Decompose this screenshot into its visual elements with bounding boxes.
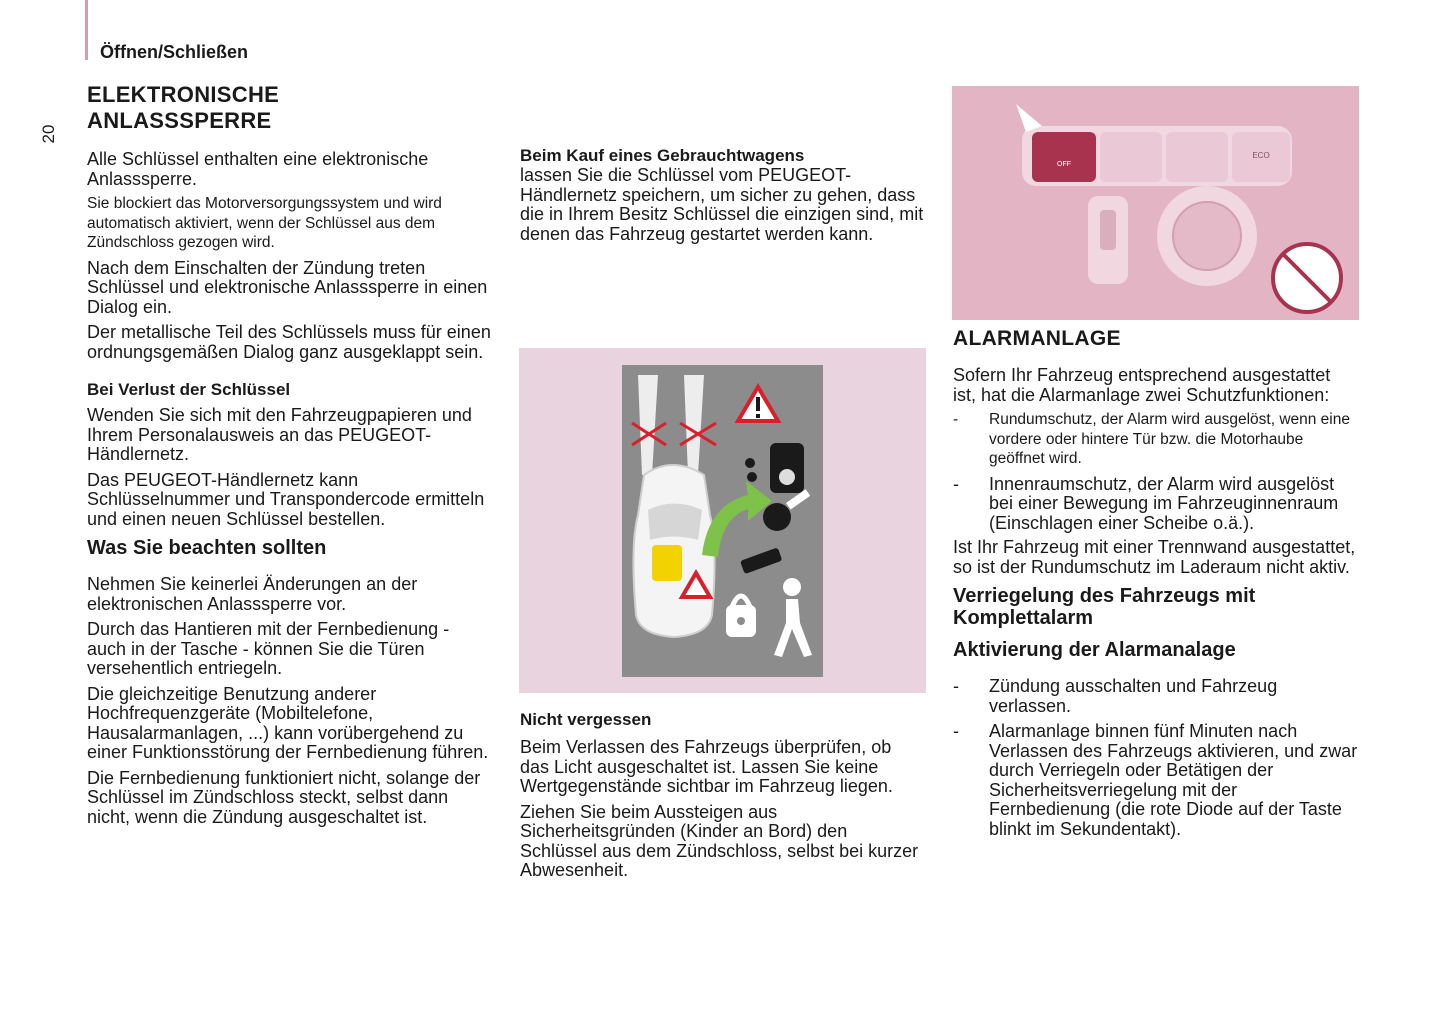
column-reminders (520, 710, 925, 881)
para-remember-1: Beim Verlassen des Fahrzeugs überprüfen, ob das Licht ausgeschaltet ist. Lassen Sie keine Wertgegenstände sichtbar im Fahrzeug liegen. (520, 737, 893, 796)
para-metal: Der metallische Teil des Schlüssels muss für einen ordnungsgemäßen Dialog ganz ausgeklappt sein. (87, 322, 491, 362)
page-number: 20 (39, 124, 58, 144)
section-title: Öffnen/Schließen (100, 42, 249, 62)
para-note-1: Nehmen Sie keinerlei Änderungen an der elektronischen Anlasssperre vor. (87, 574, 418, 614)
eco-label: ECO (1252, 151, 1270, 160)
column-alarm (953, 324, 1358, 839)
para-used-car: lassen Sie die Schlüssel vom PEUGEOT-Händlernetz speichern, um sicher zu gehen, dass die in Ihrem Besitz Schlüssel die einzigen sind, mit denen das Fahrzeug gestartet werden kann. (520, 165, 924, 244)
para-intro: Alle Schlüssel enthalten eine elektronische Anlasssperre. (87, 149, 429, 189)
heading-used-car: Beim Kauf eines Gebrauchtwagens (520, 146, 805, 165)
alarm-off-label: OFF (1057, 161, 1071, 168)
heading-remember: Nicht vergessen (520, 710, 652, 729)
car-safety-illustration (622, 365, 823, 677)
heading-alarm: ALARMANLAGE (953, 327, 1121, 350)
bullet-perimeter: - Rundumschutz, der Alarm wird ausgelöst, wenn eine vordere oder hintere Tür bzw. die Motorhaube geöffnet wird. (953, 411, 1350, 467)
car-windscreen (648, 504, 702, 541)
dashboard-panel-photo (952, 86, 1359, 320)
heading-immobiliser: ELEKTRONISCHE ANLASSSPERRE (87, 82, 280, 133)
usb-stick-icon (740, 547, 782, 574)
heading-activate-alarm: Aktivierung der Alarmanalage (953, 639, 1236, 661)
para-note-2: Durch das Hantieren mit der Fernbedienung - auch in der Tasche - können Sie die Türen versehentlich entriegeln. (87, 619, 450, 678)
para-partition: Ist Ihr Fahrzeug mit einer Trennwand ausgestattet, so ist der Rundumschutz im Laderaum nicht aktiv. (953, 537, 1356, 577)
para-note-3: Die gleichzeitige Benutzung anderer Hochfrequenzgeräte (Mobiltelefone, Hausalarmanlagen, ...) kann vorübergehend zu einer Funktionsstörung der Fernbedienung führen. (87, 683, 489, 762)
para-alarm-intro: Sofern Ihr Fahrzeug entsprechend ausgestattet ist, hat die Alarmanlage zwei Schutzfunktionen: (953, 365, 1331, 405)
button-2 (1100, 132, 1162, 182)
para-dialog: Nach dem Einschalten der Zündung treten Schlüssel und elektronische Anlasssperre in einen Dialog ein. (87, 257, 488, 317)
para-key-loss-2: Das PEUGEOT-Händlernetz kann Schlüsselnummer und Transpondercode ermitteln und einen neuen Schlüssel bestellen. (87, 469, 485, 529)
alarm-button-highlight (1032, 132, 1096, 182)
column-used-car (520, 146, 925, 244)
column-immobiliser (87, 82, 492, 827)
heading-key-loss: Bei Verlust der Schlüssel (87, 380, 291, 399)
heading-lock-alarm: Verriegelung des Fahrzeugs mit Komplettalarm (953, 585, 1256, 629)
car-key-icon (763, 503, 791, 531)
para-remember-2: Ziehen Sie beim Aussteigen aus Sicherheitsgründen (Kinder an Bord) den Schlüssel aus dem Zündschloss, selbst bei kurzer Abwesenheit. (520, 801, 919, 880)
para-note-4: Die Fernbedienung funktioniert nicht, solange der Schlüssel im Zündschloss steckt, selbst dann nicht, wenn die Zündung ausgeschaltet ist. (87, 767, 481, 827)
green-arrow-icon (702, 481, 772, 557)
para-blocks: Sie blockiert das Motorversorgungssystem und wird automatisch aktiviert, wenn der Schlüssel aus dem Zündschloss gezogen wird. (87, 195, 442, 251)
mp3-player-icon (770, 443, 804, 493)
para-key-loss-1: Wenden Sie sich mit den Fahrzeugpapieren und Ihrem Personalausweis an das PEUGEOT-Händlernetz. (87, 405, 472, 464)
illustration-keys-car (622, 365, 823, 677)
button-3 (1166, 132, 1228, 182)
heading-notes: Was Sie beachten sollten (87, 537, 327, 559)
walking-person-icon (783, 578, 801, 596)
headlight-beam-left (638, 375, 658, 475)
headlight-beam-right (684, 375, 704, 475)
alarm-button-illustration (952, 86, 1359, 320)
step-ignition-off: - Zündung ausschalten und Fahrzeug verlassen. (953, 676, 1278, 716)
step-activate: - Alarmanlage binnen fünf Minuten nach Verlassen des Fahrzeugs aktivieren, und zwar durch Verriegeln oder Betätigen der Sicherheitsverriegelung mit der Fernbedienung (die rote Diode auf der Taste blinkt im Sekundentakt). (953, 721, 1358, 839)
bullet-interior: - Innenraumschutz, der Alarm wird ausgelöst bei einer Bewegung im Fahrzeuginnenraum (Einschlagen einer Scheibe o.ä.). (953, 473, 1339, 533)
margin-rule (85, 0, 88, 60)
safety-vest-icon (652, 545, 682, 581)
